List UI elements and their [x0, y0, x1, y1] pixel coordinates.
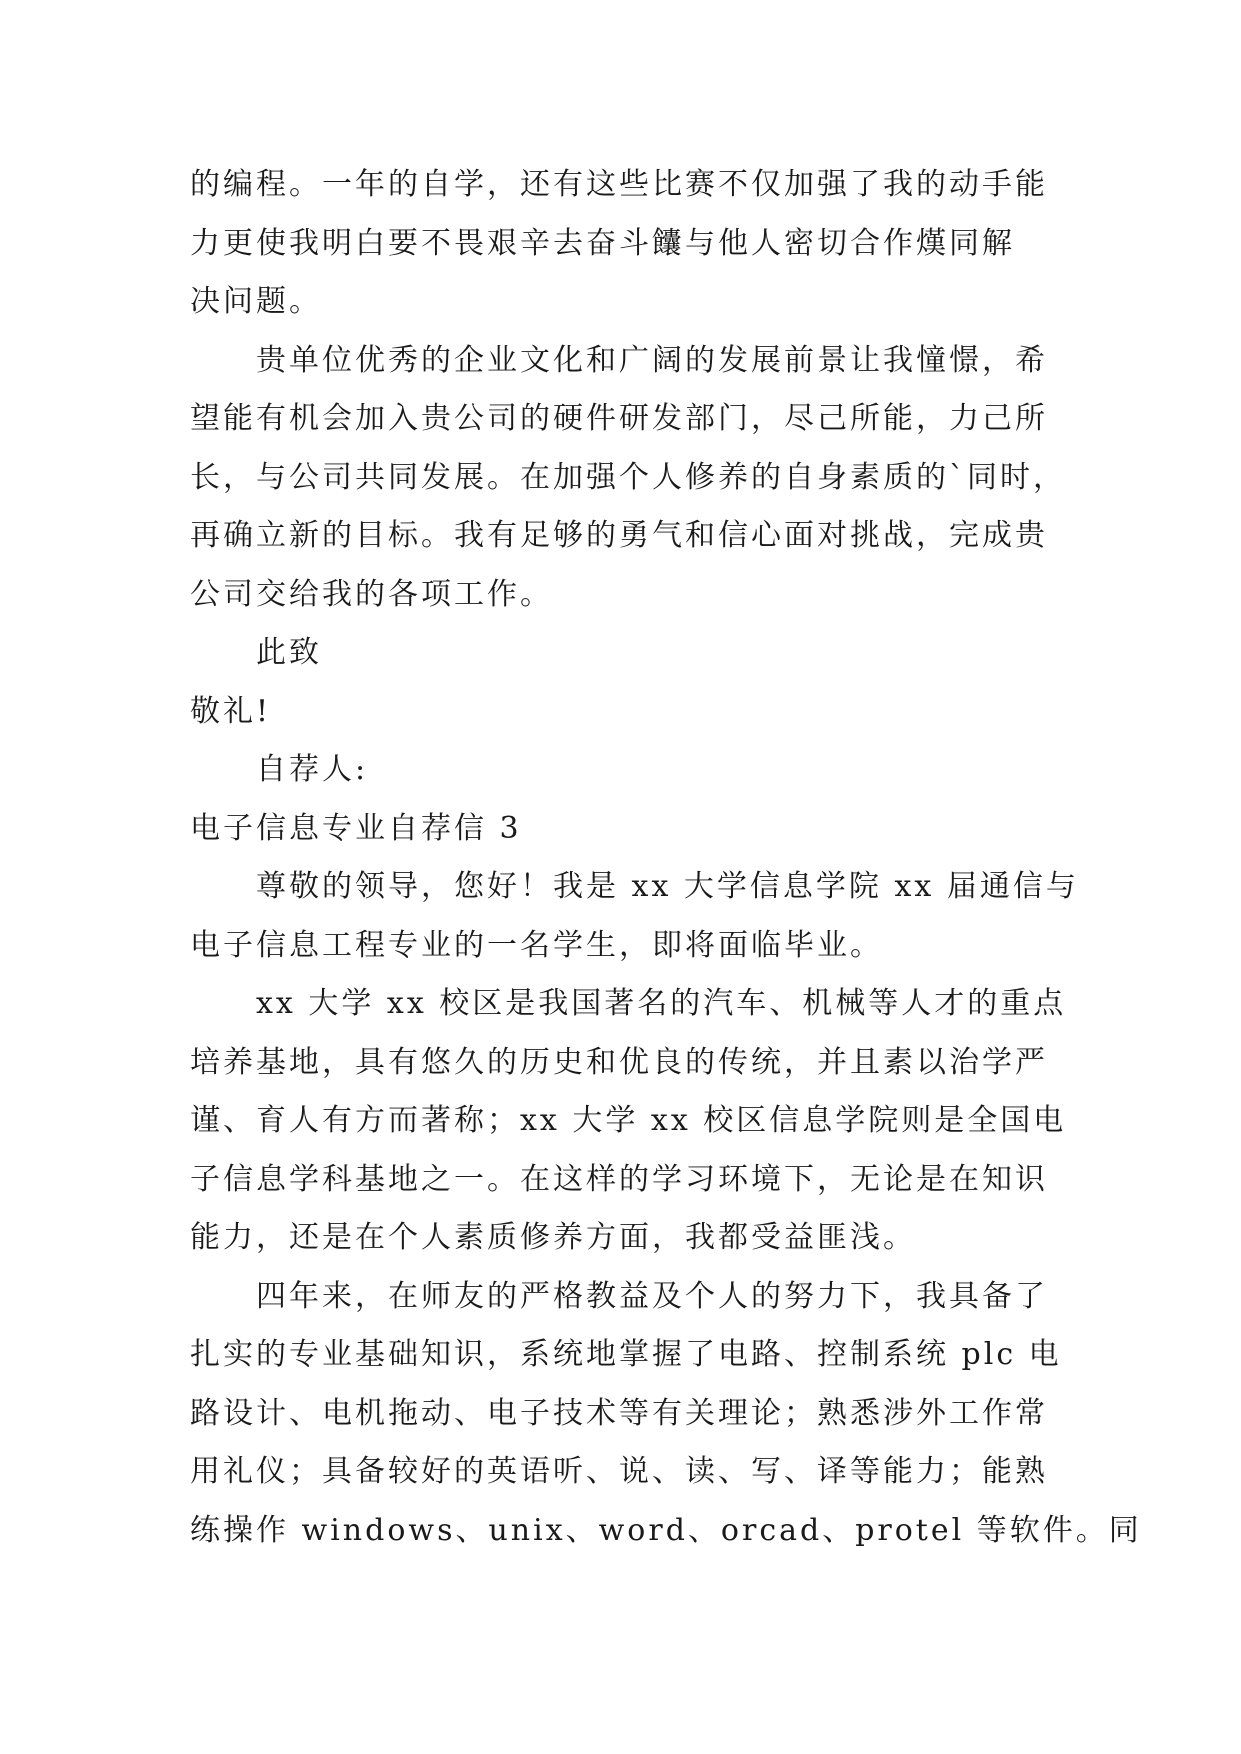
text-line: 子信息学科基地之一。在这样的学习环境下，无论是在知识 — [190, 1161, 1048, 1197]
text-line: 敬礼! — [190, 693, 272, 729]
text-line: 此致 — [256, 635, 322, 670]
text-line: 练操作 windows、unix、word、orcad、protel 等软件。同 — [190, 1512, 1142, 1548]
text-line: 自荐人: — [256, 752, 369, 787]
text-line: 路设计、电机拖动、电子技术等有关理论；熟悉涉外工作常 — [190, 1395, 1048, 1431]
text-line: 贵单位优秀的企业文化和广阔的发展前景让我憧憬，希 — [256, 342, 1048, 378]
text-line: 的编程。一年的自学，还有这些比赛不仅加强了我的动手能 — [190, 167, 1048, 202]
text-line: 电子信息专业自荐信 3 — [190, 810, 522, 846]
text-line: 决问题。 — [190, 284, 322, 319]
text-line: 长，与公司共同发展。在加强个人修养的自身素质的`同时， — [190, 459, 1066, 495]
text-line: 尊敬的领导，您好！我是 xx 大学信息学院 xx 届通信与 — [256, 869, 1079, 904]
document-body — [190, 156, 1142, 1560]
text-line: 用礼仪；具备较好的英语听、说、读、写、译等能力；能熟 — [190, 1454, 1048, 1489]
text-line: 谨、育人有方而著称；xx 大学 xx 校区信息学院则是全国电 — [190, 1103, 1067, 1138]
text-line: 电子信息工程专业的一名学生，即将面临毕业。 — [190, 927, 883, 963]
text-line: 公司交给我的各项工作。 — [190, 576, 553, 612]
text-line: xx 大学 xx 校区是我国著名的汽车、机械等人才的重点 — [256, 986, 1067, 1021]
text-line: 培养基地，具有悠久的历史和优良的传统，并且素以治学严 — [190, 1044, 1048, 1080]
text-line: 力更使我明白要不畏艰辛去奋斗饢与他人密切合作熯同解 — [190, 225, 1015, 261]
text-line: 望能有机会加入贵公司的硬件研发部门，尽己所能，力己所 — [190, 401, 1048, 436]
text-line: 再确立新的目标。我有足够的勇气和信心面对挑战，完成贵 — [190, 518, 1048, 553]
text-line: 扎实的专业基础知识，系统地掌握了电路、控制系统 plc 电 — [190, 1337, 1062, 1372]
text-line: 能力，还是在个人素质修养方面，我都受益匪浅。 — [190, 1220, 916, 1255]
text-line: 四年来，在师友的严格教益及个人的努力下，我具备了 — [256, 1278, 1048, 1314]
